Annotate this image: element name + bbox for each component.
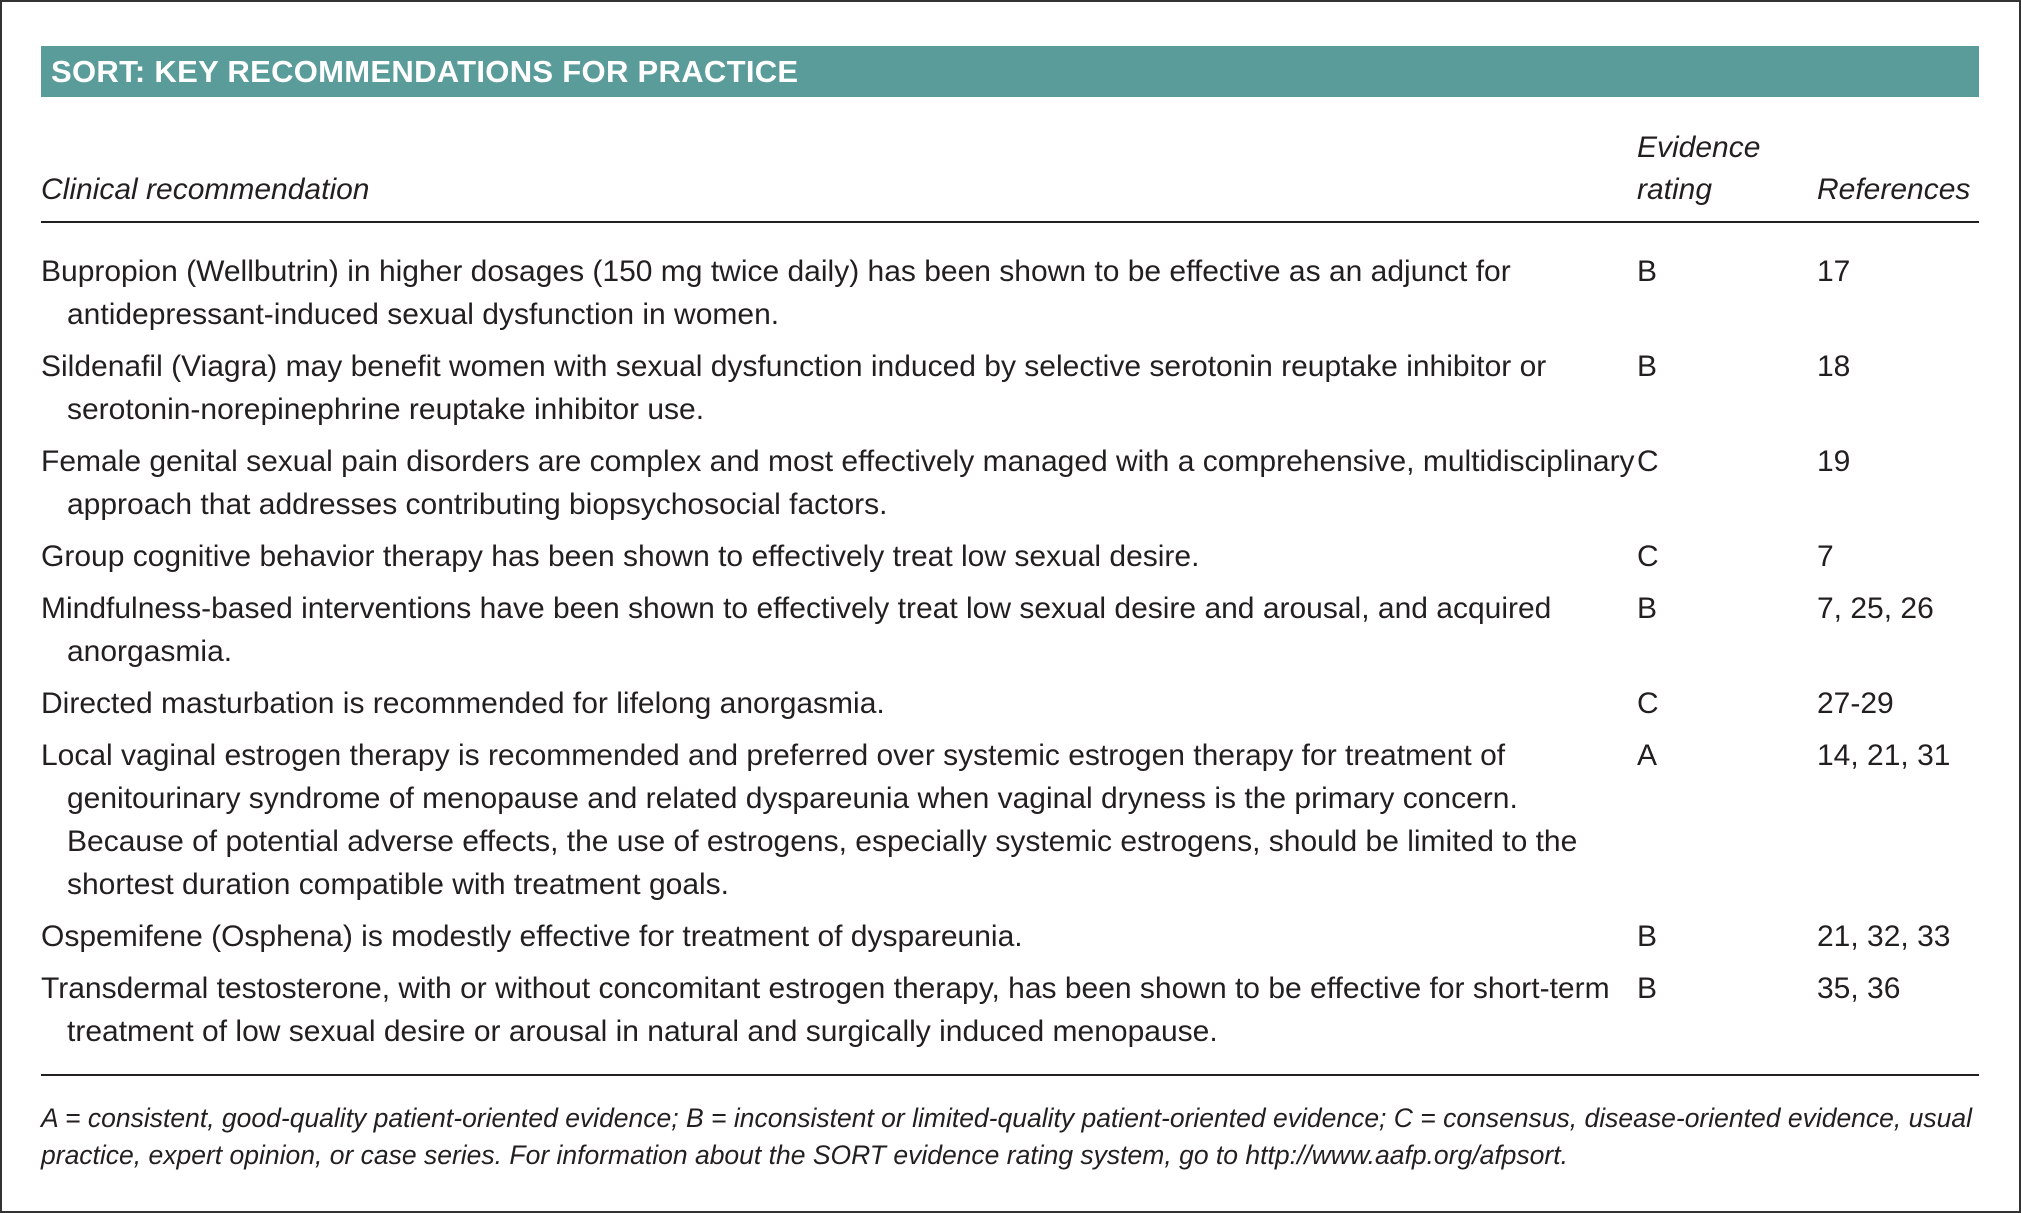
table-row xyxy=(41,967,1979,1062)
table-row xyxy=(41,535,1979,587)
evidence-rating: B xyxy=(1637,350,1658,383)
references-cell: 7 xyxy=(1817,540,1834,573)
evidence-rating: A xyxy=(1637,739,1658,772)
table-row xyxy=(41,250,1979,345)
table-body xyxy=(41,250,1979,1062)
references-cell: 7, 25, 26 xyxy=(1817,592,1934,625)
header-evidence-line1: Evidence xyxy=(1637,131,1761,164)
header-evidence-rating xyxy=(1637,127,1760,211)
evidence-rating: B xyxy=(1637,972,1658,1005)
references-cell: 17 xyxy=(1817,255,1851,288)
references-cell: 35, 36 xyxy=(1817,972,1901,1005)
recommendation-text: Directed masturbation is recommended for lifelong anorgasmia. xyxy=(41,687,885,720)
references-cell: 19 xyxy=(1817,445,1851,478)
table-row xyxy=(41,682,1979,734)
evidence-rating: C xyxy=(1637,445,1659,478)
recommendation-text: Mindfulness-based interventions have been shown to effectively treat low sexual desire and arousal, and acquired anorgasmia. xyxy=(41,592,1552,668)
table-row xyxy=(41,440,1979,535)
evidence-rating: B xyxy=(1637,920,1658,953)
recommendation-text: Local vaginal estrogen therapy is recommended and preferred over systemic estrogen therapy for treatment of genitourinary syndrome of menopause and related dyspareunia when vaginal dryness is the primary concern. Because of potential adverse effects, the use of estrogens, especially systemic estrogens, should be limited to the shortest duration compatible with treatment goals. xyxy=(41,739,1578,901)
recommendation-text: Ospemifene (Osphena) is modestly effective for treatment of dyspareunia. xyxy=(41,920,1023,953)
recommendation-text: Bupropion (Wellbutrin) in higher dosages (150 mg twice daily) has been shown to be effective as an adjunct for antidepressant-induced sexual dysfunction in women. xyxy=(41,255,1511,331)
table-row xyxy=(41,587,1979,682)
recommendation-text: Female genital sexual pain disorders are complex and most effectively managed with a comprehensive, multidisciplinary approach that addresses contributing biopsychosocial factors. xyxy=(41,445,1635,521)
header-references: References xyxy=(1817,173,1971,206)
table-title-banner: SORT: KEY RECOMMENDATIONS FOR PRACTICE xyxy=(41,46,1979,97)
recommendation-text: Transdermal testosterone, with or without concomitant estrogen therapy, has been shown to be effective for short-term treatment of low sexual desire or arousal in natural and surgically induced menopause. xyxy=(41,972,1610,1048)
evidence-rating: C xyxy=(1637,540,1659,573)
evidence-rating: B xyxy=(1637,592,1658,625)
footnote: A = consistent, good-quality patient-oriented evidence; B = inconsistent or limited-quality patient-oriented evidence; C = consensus, disease-oriented evidence, usual practice, expert opinion, or case series. For information about the SORT evidence rating system, go to http://www.aafp.org/afpsort. xyxy=(41,1103,1972,1170)
evidence-rating: B xyxy=(1637,255,1658,288)
header-clinical-recommendation: Clinical recommendation xyxy=(41,173,370,206)
evidence-rating: C xyxy=(1637,687,1659,720)
references-cell: 18 xyxy=(1817,350,1851,383)
references-cell: 14, 21, 31 xyxy=(1817,739,1951,772)
recommendation-text: Sildenafil (Viagra) may benefit women with sexual dysfunction induced by selective serotonin reuptake inhibitor or serotonin-norepinephrine reuptake inhibitor use. xyxy=(41,350,1547,426)
table-row xyxy=(41,915,1979,967)
bottom-rule xyxy=(41,1074,1979,1076)
table-row xyxy=(41,734,1979,915)
references-cell: 27-29 xyxy=(1817,687,1894,720)
header-evidence-line2: rating xyxy=(1637,173,1713,206)
recommendation-text: Group cognitive behavior therapy has been shown to effectively treat low sexual desire. xyxy=(41,540,1200,573)
table-header xyxy=(41,128,1979,223)
references-cell: 21, 32, 33 xyxy=(1817,920,1951,953)
table-row xyxy=(41,345,1979,440)
